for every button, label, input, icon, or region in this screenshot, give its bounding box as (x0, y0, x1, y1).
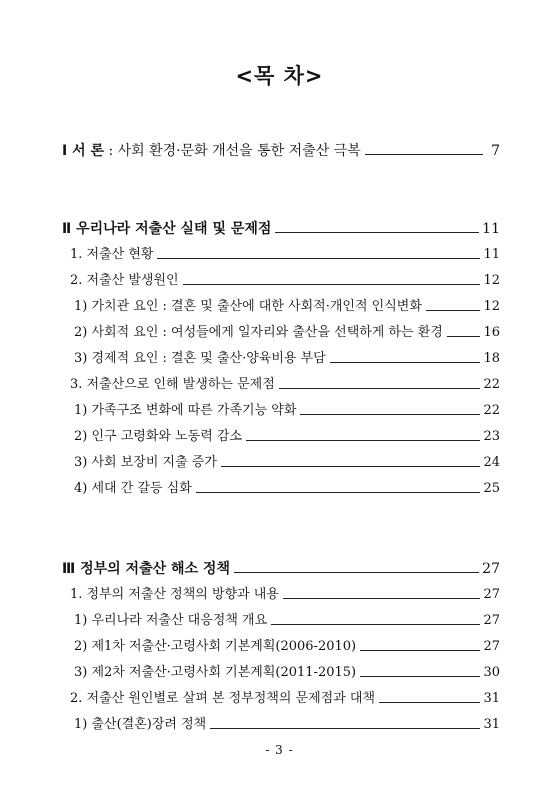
toc-entry-label (74, 639, 356, 655)
page-number-footer: - 3 - (265, 743, 294, 757)
toc-entry-number: 1) (74, 717, 88, 732)
toc-entry-number: 1) (74, 299, 88, 314)
toc-entry[interactable] (62, 221, 500, 237)
toc-entry-number: 3. (70, 377, 83, 392)
toc-page-number: 7 (491, 143, 500, 159)
toc-leader-line (183, 284, 481, 285)
toc-entry-number: Ⅱ (62, 221, 72, 237)
toc-entry-label (74, 299, 422, 315)
toc-leader-line (157, 258, 480, 259)
toc-entry-label (74, 717, 206, 733)
toc-entry[interactable] (74, 325, 500, 341)
toc-page-number: 12 (483, 299, 500, 314)
toc-page-number: 24 (483, 455, 500, 470)
toc-leader-line (360, 676, 480, 677)
toc-entry-text: 세대 간 갈등 심화 (87, 481, 192, 496)
toc-page-number: 18 (483, 351, 500, 366)
toc-page-number: 11 (483, 247, 500, 262)
toc-entry-number: 1. (70, 587, 83, 602)
toc-leader-line (360, 650, 480, 651)
toc-entry-number: 2) (74, 429, 88, 444)
toc-entry-number: 2. (70, 691, 83, 706)
toc-entry-text: : 사회 환경·문화 개선을 통한 저출산 극복 (104, 143, 361, 159)
toc-entry[interactable] (74, 639, 500, 655)
toc-entry-number: 3) (74, 455, 88, 470)
toc-page-number: 27 (482, 561, 500, 577)
toc-entry-label (70, 691, 375, 707)
toc-leader-line (426, 310, 481, 311)
toc-entry-number: Ⅲ (62, 561, 76, 577)
toc-entry-label (74, 481, 192, 497)
toc-entry-text: 가치관 요인 : 결혼 및 출산에 대한 사회적·개인적 인식변화 (87, 299, 422, 314)
toc-entry-label (74, 613, 267, 629)
toc-entry[interactable] (74, 403, 500, 419)
toc-entry-text: 우리나라 저출산 대응정책 개요 (87, 613, 268, 628)
toc-entry[interactable] (70, 273, 500, 289)
toc-leader-line (234, 572, 479, 573)
toc-entry-text: 출산(결혼)장려 정책 (87, 717, 207, 732)
toc-entry-text: 저출산 현황 (82, 247, 154, 262)
toc-entry-label (70, 273, 179, 289)
toc-page-number: 27 (483, 613, 500, 628)
toc-entry-label (74, 325, 443, 341)
toc-entry-number: 4) (74, 481, 88, 496)
toc-page-number: 22 (483, 403, 500, 418)
toc-leader-line (300, 414, 480, 415)
toc-entry-label (74, 455, 217, 471)
toc-page-number: 12 (483, 273, 500, 288)
toc-leader-line (379, 702, 480, 703)
toc-page-number: 22 (483, 377, 500, 392)
toc-entry[interactable] (74, 429, 500, 445)
toc-entry-number: 2. (70, 273, 83, 288)
toc-entry-label (74, 665, 356, 681)
toc-entry-number: 1. (70, 247, 83, 262)
toc-entry-number: Ⅰ 서 론 (62, 143, 105, 159)
toc-page-number: 31 (483, 691, 500, 706)
toc-leader-line (271, 624, 480, 625)
toc-page-number: 11 (482, 221, 500, 237)
toc-entry[interactable] (70, 691, 500, 707)
toc-entry[interactable] (74, 351, 500, 367)
toc-leader-line (330, 362, 481, 363)
toc-leader-line (196, 492, 481, 493)
toc-leader-line (279, 388, 481, 389)
toc-entry[interactable] (74, 299, 500, 315)
toc-entry-number: 3) (74, 351, 88, 366)
toc-page-number: 25 (483, 481, 500, 496)
toc-entry[interactable] (62, 143, 500, 159)
toc-entry-text: 제2차 저출산·고령사회 기본계획(2011-2015) (87, 665, 357, 680)
toc-entry[interactable] (62, 561, 500, 577)
toc-entry[interactable] (74, 717, 500, 733)
toc-entry-number: 1) (74, 613, 88, 628)
toc-leader-line (365, 154, 483, 155)
toc-entry-text: 가족구조 변화에 따른 가족기능 약화 (87, 403, 297, 418)
toc-entry[interactable] (70, 377, 500, 393)
toc-entry-label (62, 143, 361, 159)
toc-entry-text: 사회적 요인 : 여성들에게 일자리와 출산을 선택하게 하는 환경 (87, 325, 443, 340)
toc-entry-number: 2) (74, 325, 88, 340)
toc-entry[interactable] (74, 455, 500, 471)
toc-entry-text: 정부의 저출산 해소 정책 (75, 561, 230, 577)
toc-entry-label (70, 587, 279, 603)
toc-page-number: 27 (483, 639, 500, 654)
toc-entry-text: 경제적 요인 : 결혼 및 출산·양육비용 부담 (87, 351, 326, 366)
toc-entry-text: 저출산 원인별로 살펴 본 정부정책의 문제점과 대책 (82, 691, 376, 706)
toc-entry-text: 우리나라 저출산 실태 및 문제점 (71, 221, 272, 237)
toc-entry[interactable] (70, 587, 500, 603)
toc-leader-line (210, 728, 480, 729)
toc-page-number: 27 (483, 587, 500, 602)
toc-entry-label (62, 561, 230, 577)
toc-entry-text: 제1차 저출산·고령사회 기본계획(2006-2010) (87, 639, 357, 654)
toc-entry-label (74, 403, 296, 419)
toc-entry-text: 정부의 저출산 정책의 방향과 내용 (82, 587, 279, 602)
toc-entry-label (70, 377, 275, 393)
toc-entry-label (70, 247, 153, 263)
toc-title: <목 차> (235, 64, 324, 88)
toc-entry-text: 저출산으로 인해 발생하는 문제점 (82, 377, 275, 392)
toc-entry[interactable] (74, 665, 500, 681)
toc-entry-number: 1) (74, 403, 88, 418)
toc-entry[interactable] (70, 247, 500, 263)
toc-entry-number: 2) (74, 639, 88, 654)
toc-page-number: 16 (483, 325, 500, 340)
toc-leader-line (275, 232, 479, 233)
toc-entry-label (74, 351, 326, 367)
toc-leader-line (246, 440, 480, 441)
toc-leader-line (221, 466, 481, 467)
toc-entry-text: 사회 보장비 지출 증가 (87, 455, 217, 470)
toc-entry-text: 인구 고령화와 노동력 감소 (87, 429, 243, 444)
toc-page-number: 23 (483, 429, 500, 444)
toc-leader-line (283, 598, 481, 599)
toc-page-number: 31 (483, 717, 500, 732)
toc-entry[interactable] (74, 613, 500, 629)
toc-entry-label (62, 221, 271, 237)
toc-page-number: 30 (483, 665, 500, 680)
toc-entry[interactable] (74, 481, 500, 497)
toc-entry-label (74, 429, 242, 445)
toc-leader-line (447, 336, 481, 337)
toc-entry-text: 저출산 발생원인 (82, 273, 179, 288)
toc-entry-number: 3) (74, 665, 88, 680)
